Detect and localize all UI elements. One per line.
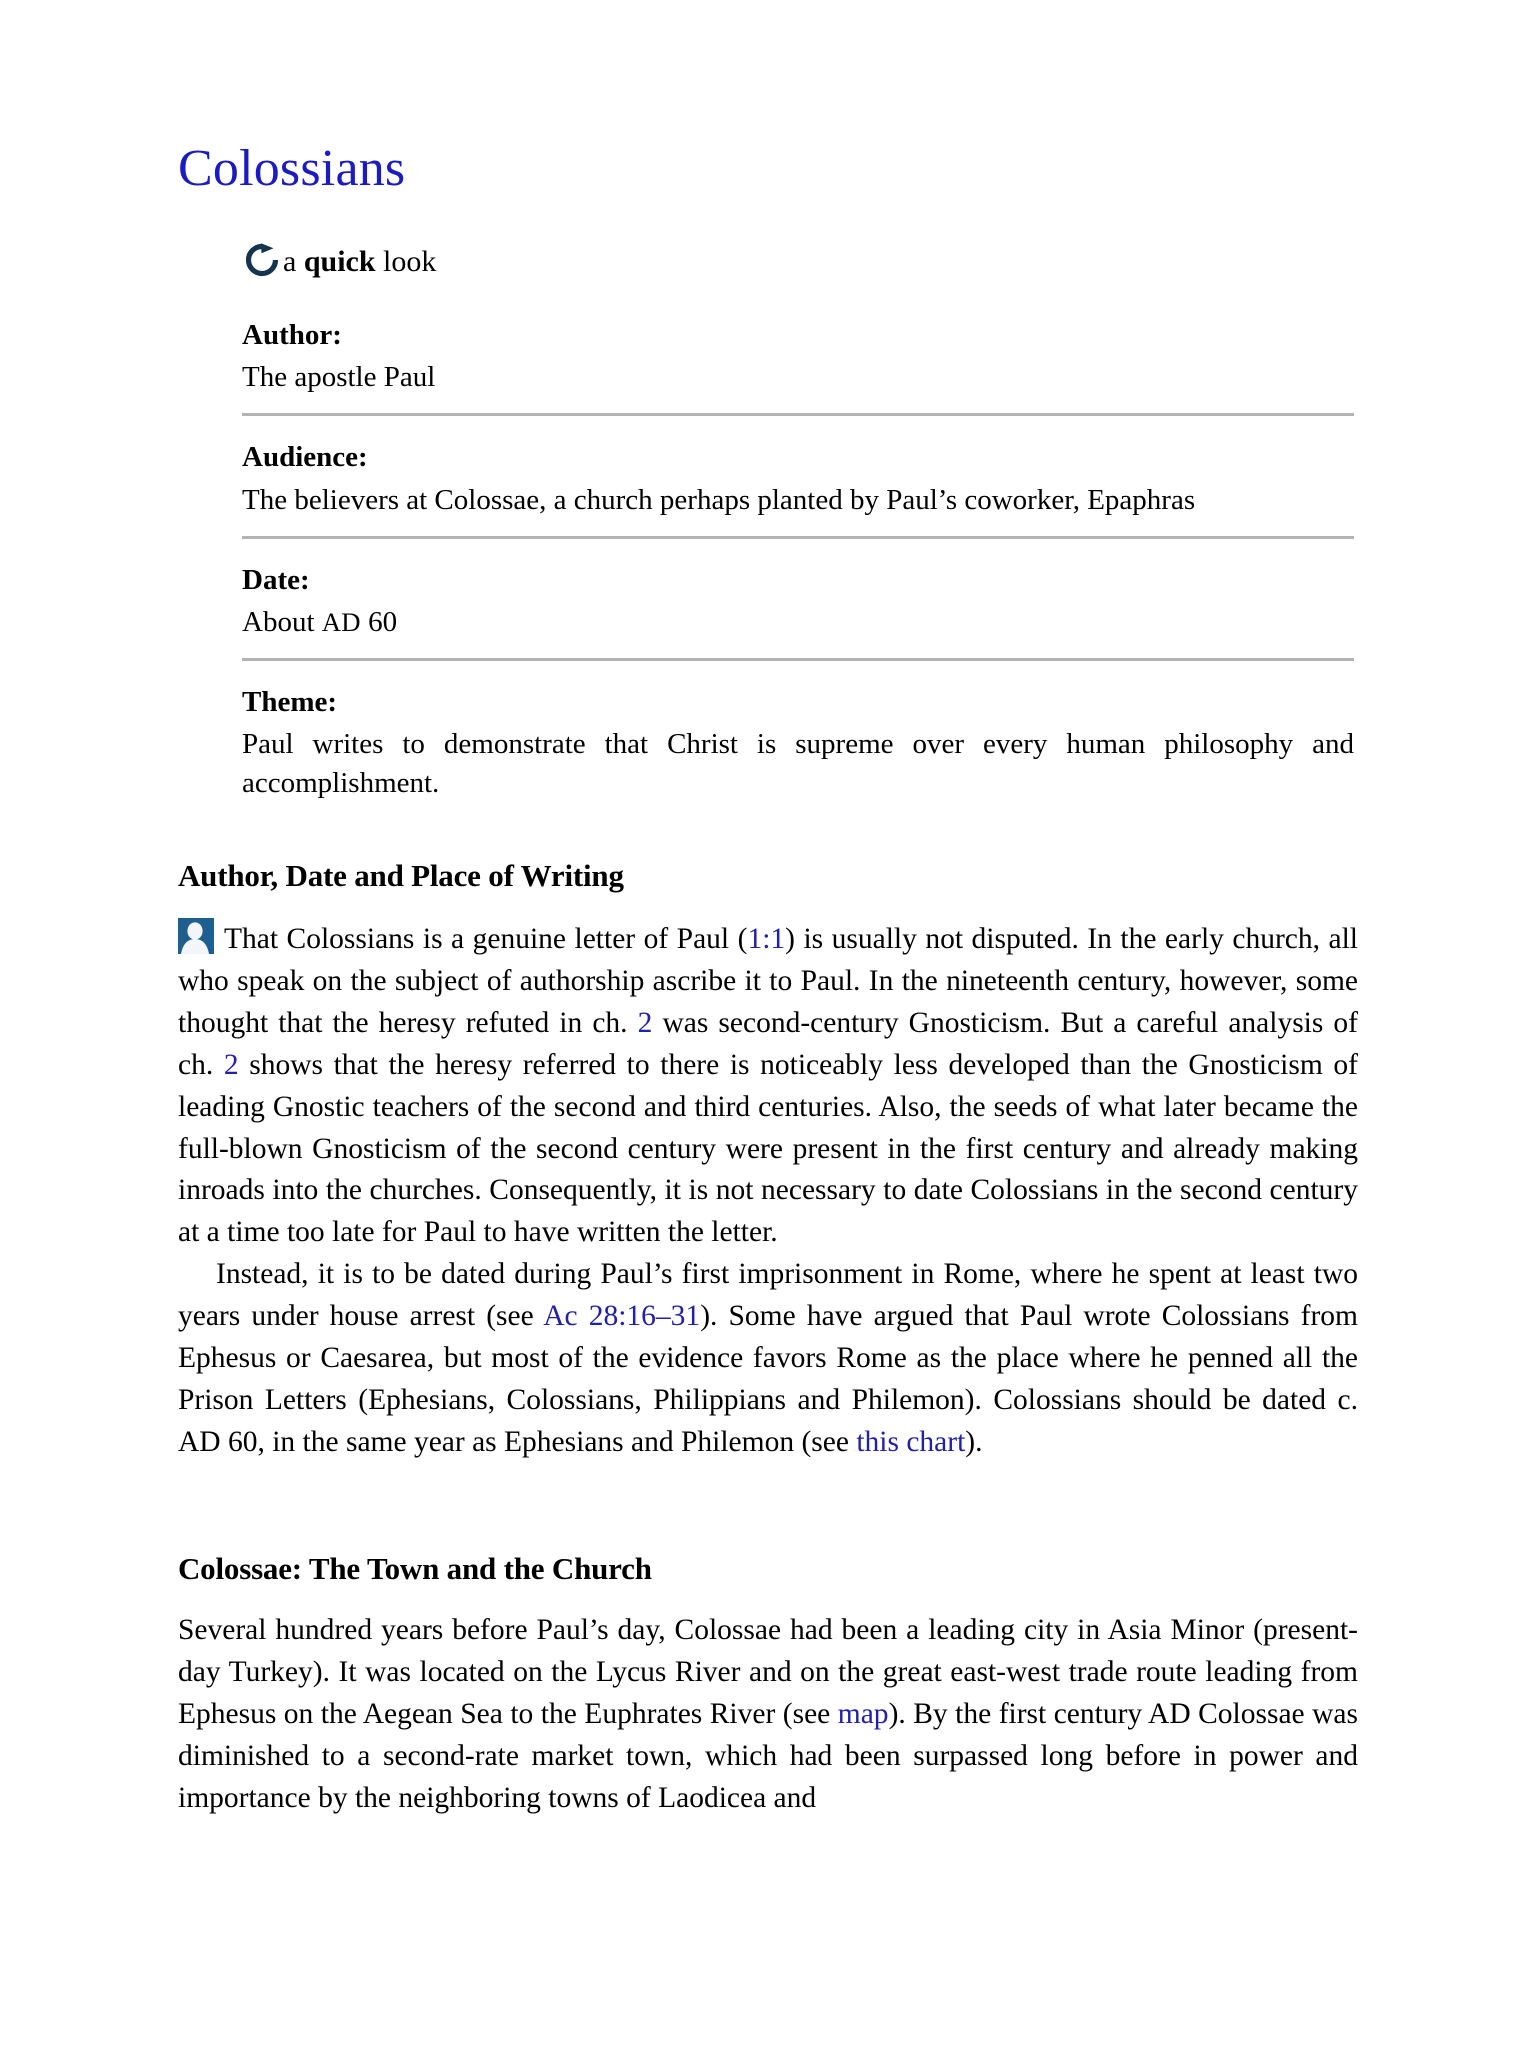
paragraph2-text-part-3: ). bbox=[965, 1425, 983, 1458]
quick-look-prefix: a bbox=[283, 245, 304, 279]
scripture-link-ch2-b[interactable]: 2 bbox=[223, 1048, 239, 1081]
date-year: 60 bbox=[360, 605, 398, 638]
info-value-date bbox=[242, 603, 1354, 642]
paragraph-text-part-2: ) is usually not disputed. In the early church, all who speak on the subject of authorship ascribe it to Paul. In the nineteenth century, however, some thought that the heresy refuted in ch. bbox=[178, 923, 1358, 1039]
paragraph-authorship-2 bbox=[178, 1254, 1358, 1463]
paragraph2-text-part-2: ). Some have argued that Paul wrote Colossians from Ephesus or Caesarea, but most of the evidence favors Rome as the place where he penned all the Prison Letters (Ephesians, Colossians, Philippians and Philemon). Colossians should be dated c. AD 60, in the same year as Ephesians and Philemon (see bbox=[178, 1300, 1359, 1458]
paragraph-text-part-3: was second-century Gnosticism. But a careful analysis of ch. bbox=[178, 1006, 1359, 1081]
chart-link[interactable]: this chart bbox=[856, 1425, 966, 1458]
info-label-theme: Theme: bbox=[242, 686, 338, 719]
quick-look-bold: quick bbox=[303, 245, 376, 279]
info-value-audience: The believers at Colossae, a church perhaps planted by Paul’s coworker, Epaphras bbox=[242, 483, 1196, 516]
section-heading-author-date-place: Author, Date and Place of Writing bbox=[178, 858, 624, 894]
refresh-circular-arrow-icon bbox=[242, 240, 282, 280]
paragraph3-text-part-2: ). By the first century AD Colossae was diminished to a second-rate market town, which had been surpassed long before in power and importance by the neighboring towns of Laodicea and bbox=[178, 1698, 1358, 1814]
info-row-theme bbox=[242, 683, 1354, 803]
date-prefix: About bbox=[242, 605, 322, 638]
info-value-author: The apostle Paul bbox=[242, 361, 436, 394]
info-value-theme: Paul writes to demonstrate that Christ is supreme over every human philosophy and accomplishment. bbox=[242, 728, 1354, 800]
quick-look-text bbox=[283, 245, 436, 278]
info-label-audience: Audience: bbox=[242, 441, 368, 474]
paragraph2-text-part-1: Instead, it is to be dated during Paul’s first imprisonment in Rome, where he spent at least two years under house arrest (see bbox=[178, 1258, 1358, 1333]
paragraph-text-part-1: That Colossians is a genuine letter of Paul ( bbox=[224, 923, 748, 956]
info-row-date bbox=[242, 561, 1354, 661]
section-heading-colossae-town-church: Colossae: The Town and the Church bbox=[178, 1550, 652, 1586]
info-label-author: Author: bbox=[242, 319, 342, 352]
map-link[interactable]: map bbox=[837, 1698, 889, 1731]
info-row-audience bbox=[242, 438, 1354, 538]
quick-look-suffix: look bbox=[375, 245, 437, 279]
person-portrait-icon bbox=[178, 918, 214, 954]
page-title: Colossians bbox=[178, 140, 406, 197]
quick-look-header bbox=[242, 231, 1354, 278]
date-era: AD bbox=[321, 606, 361, 637]
quick-look-block bbox=[242, 231, 1354, 803]
scripture-link-acts-28[interactable]: Ac 28:16–31 bbox=[543, 1300, 701, 1333]
paragraph-text-part-4: shows that the heresy referred to there is noticeably less developed than the Gnosticism of leading Gnostic teachers of the second and third centuries. Also, the seeds of what later became the full-blown Gnosticism of the second century were present in the first century and already making inroads into the churches. Consequently, it is not necessary to date Colossians in the second century at a time too late for Paul to have written the letter. bbox=[178, 1048, 1358, 1249]
paragraph-authorship-1 bbox=[178, 918, 1358, 1254]
scripture-link-ch2-a[interactable]: 2 bbox=[637, 1006, 653, 1039]
page-content bbox=[178, 140, 1358, 1820]
info-row-author bbox=[242, 316, 1354, 416]
paragraph-colossae-1 bbox=[178, 1610, 1358, 1819]
scripture-link-1-1[interactable]: 1:1 bbox=[747, 923, 786, 956]
info-label-date: Date: bbox=[242, 563, 310, 596]
paragraph3-text-part-1: Several hundred years before Paul’s day, Colossae had been a leading city in Asia Minor (present-day Turkey). It was located on the Lycus River and on the great east-west trade route leading from Ephesus on the Aegean Sea to the Euphrates River (see bbox=[178, 1614, 1358, 1731]
